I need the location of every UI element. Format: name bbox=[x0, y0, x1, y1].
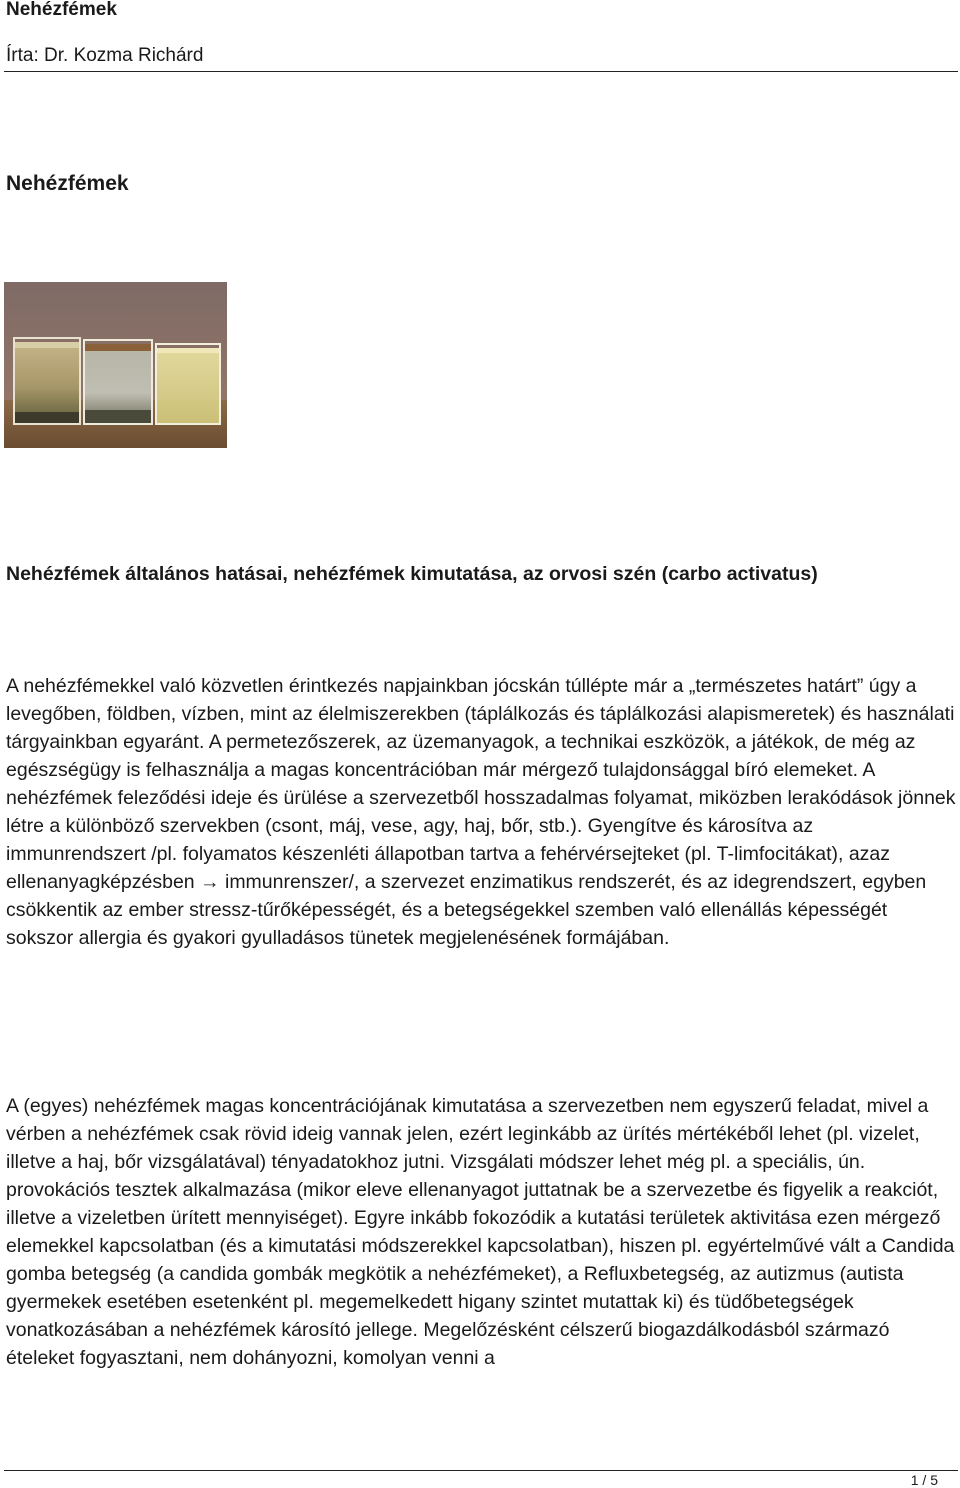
glasses-photo-drawing bbox=[4, 282, 227, 448]
document-header-title: Nehézfémek bbox=[6, 0, 117, 20]
article-paragraph-2: A (egyes) nehézfémek magas koncentrációjának kimutatása a szervezetben nem egyszerű feladat, mivel a vérben a nehézfémek csak rövid ideig vannak jelen, ezért leginkább az ürítés mértékéből lehet (pl. vizelet, illetve a haj, bőr vizsgálatával) tényadatokhoz jutni. Vizsgálati módszer lehet még pl. a speciális, ún. provokációs tesztek alkalmazása (mikor eleve ellenanyagot juttatnak be a szervezetbe és figyelik a reakciót, illetve a vizeletben ürített mennyiséget). Egyre inkább fokozódik a kutatási területek aktivitása ezen mérgező elemekkel kapcsolatban (és a kimutatási módszerekkel kapcsolatban), hiszen pl. egyértelművé vált a Candida gomba betegség (a candida gombák megkötik a nehézfémeket), a Refluxbetegség, az autizmus (autista gyermekek esetében esetenként pl. megemelkedett higany szintet mutattak ki) és tüdőbetegségek vonatkozásában a nehézfémek károsító jellege. Megelőzésként célszerű biogazdálkodásból származó ételeket fogyasztani, nem dohányozni, komolyan venni a bbox=[6, 1095, 955, 1369]
article-heading: Nehézfémek bbox=[6, 172, 129, 195]
header-divider bbox=[4, 71, 958, 72]
article-subheading: Nehézfémek általános hatásai, nehézfémek kimutatása, az orvosi szén (carbo activatus) bbox=[6, 563, 818, 585]
article-paragraph-1: A nehézfémekkel való közvetlen érintkezés napjainkban jócskán túllépte már a „természetes határt” úgy a levegőben, földben, vízben, mint az élelmiszerekben (táplálkozás és táplálkozási alapismeretek) és használati tárgyainkban egyaránt. A permetezőszerek, az üzemanyagok, a technikai eszközök, a játékok, de még az egészségügy is felhasználja a magas koncentrációban már mérgező tulajdonsággal bíró elemeket. A nehézfémek feleződési ideje és ürülése a szervezetből hosszadalmas folyamat, miközben lerakódások jönnek létre a különböző szervekben (csont, máj, vese, agy, haj, bőr, stb.). Gyengítve és károsítva az immunrendszert /pl. folyamatos készenléti állapotban tartva a fehérvérsejteket (pl. T-limfocitákat), azaz ellenanyagképzésben → immunrenszer/, a szervezet enzimatikus rendszerét, és az idegrendszert, egyben csökkentik az ember stressz-tűrőképességét, és a betegségekkel szemben való ellenállás képességét sokszor allergia és gyakori gyulladásos tünetek megjelenésének formájában. bbox=[6, 675, 956, 949]
glasses-photo bbox=[4, 282, 227, 448]
footer-divider bbox=[4, 1470, 958, 1471]
page-number: 1 / 5 bbox=[910, 1472, 938, 1488]
document-author: Írta: Dr. Kozma Richárd bbox=[6, 45, 204, 66]
